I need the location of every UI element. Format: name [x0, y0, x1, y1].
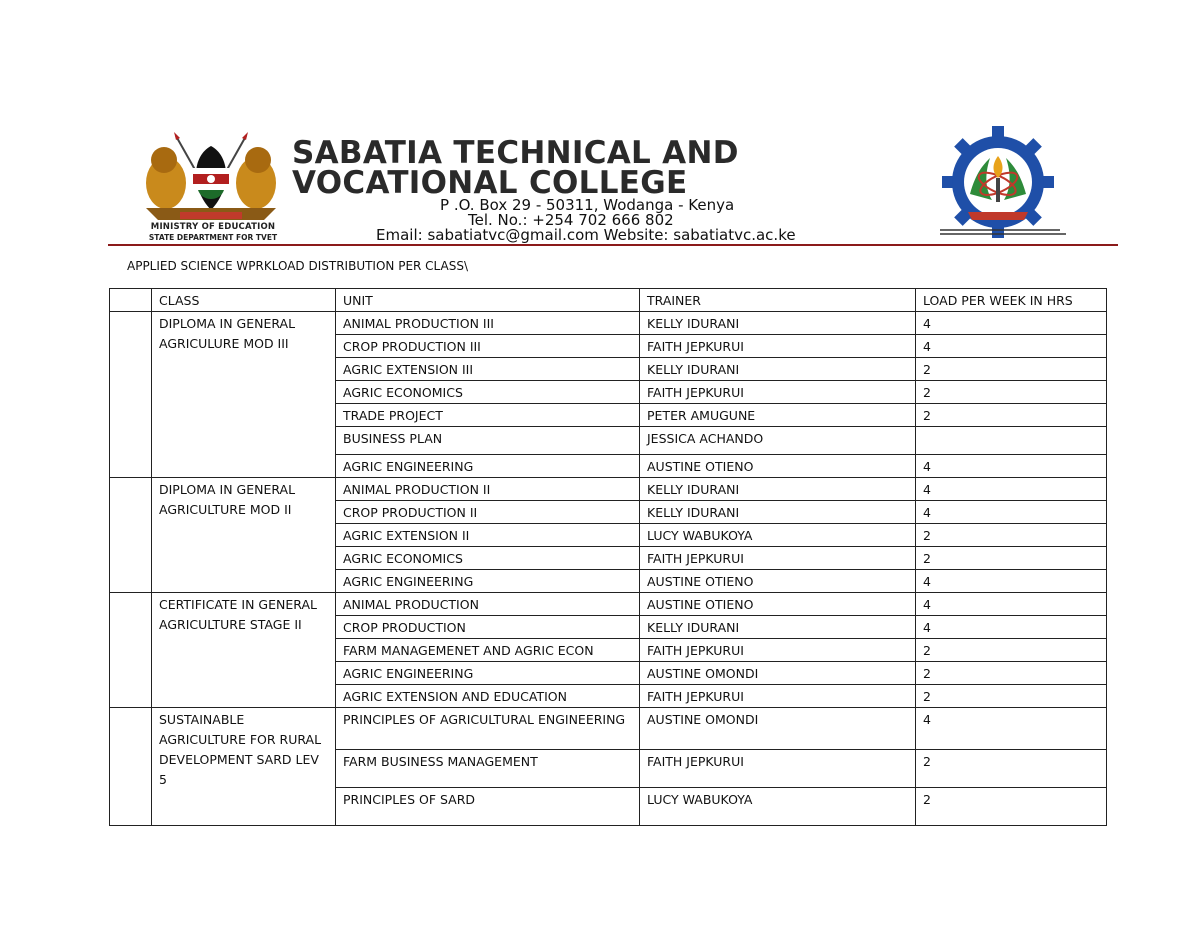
unit-cell: AGRIC ECONOMICS: [336, 547, 640, 570]
table-row: [110, 708, 1107, 750]
unit-cell: AGRIC ECONOMICS: [336, 381, 640, 404]
table-row: [110, 593, 1107, 616]
college-name-line2: VOCATIONAL COLLEGE: [292, 165, 688, 201]
unit-cell: PRINCIPLES OF SARD: [336, 788, 640, 826]
load-cell: 4: [916, 335, 1107, 358]
unit-cell: PRINCIPLES OF AGRICULTURAL ENGINEERING: [336, 708, 640, 750]
trainer-cell: KELLY IDURANI: [640, 312, 916, 335]
workload-table: [109, 288, 1107, 826]
trainer-cell: AUSTINE OMONDI: [640, 662, 916, 685]
load-cell: 4: [916, 593, 1107, 616]
row-index-cell: [110, 708, 152, 826]
class-cell: DIPLOMA IN GENERAL AGRICULURE MOD III: [152, 312, 336, 478]
trainer-cell: PETER AMUGUNE: [640, 404, 916, 427]
load-cell: 2: [916, 404, 1107, 427]
trainer-cell: AUSTINE OTIENO: [640, 593, 916, 616]
row-index-cell: [110, 478, 152, 593]
trainer-cell: AUSTINE OTIENO: [640, 455, 916, 478]
load-cell: 2: [916, 358, 1107, 381]
college-name: [292, 135, 739, 201]
table-row: [110, 478, 1107, 501]
trainer-cell: FAITH JEPKURUI: [640, 547, 916, 570]
unit-cell: AGRIC ENGINEERING: [336, 570, 640, 593]
load-cell: 2: [916, 524, 1107, 547]
trainer-cell: AUSTINE OMONDI: [640, 708, 916, 750]
unit-cell: CROP PRODUCTION: [336, 616, 640, 639]
load-cell: 4: [916, 312, 1107, 335]
trainer-cell: FAITH JEPKURUI: [640, 335, 916, 358]
coat-of-arms: [128, 128, 288, 244]
class-cell: DIPLOMA IN GENERAL AGRICULTURE MOD II: [152, 478, 336, 593]
load-cell: 4: [916, 570, 1107, 593]
ministry-line: MINISTRY OF EDUCATION: [150, 222, 276, 232]
trainer-cell: KELLY IDURANI: [640, 358, 916, 381]
unit-cell: AGRIC EXTENSION III: [336, 358, 640, 381]
unit-cell: AGRIC EXTENSION AND EDUCATION: [336, 685, 640, 708]
department-line: STATE DEPARTMENT FOR TVET: [148, 233, 278, 242]
table-header-row: [110, 289, 1107, 312]
header-load: LOAD PER WEEK IN HRS: [916, 289, 1107, 312]
load-cell: 2: [916, 381, 1107, 404]
contact-line: Email: sabatiatvc@gmail.com Website: sabatiatvc.ac.ke: [376, 226, 796, 244]
unit-cell: ANIMAL PRODUCTION II: [336, 478, 640, 501]
college-logo: [940, 126, 1072, 246]
class-cell: CERTIFICATE IN GENERAL AGRICULTURE STAGE II: [152, 593, 336, 708]
trainer-cell: FAITH JEPKURUI: [640, 639, 916, 662]
table-row: [110, 312, 1107, 335]
header-blank: [110, 289, 152, 312]
unit-cell: CROP PRODUCTION II: [336, 501, 640, 524]
unit-cell: FARM MANAGEMENET AND AGRIC ECON: [336, 639, 640, 662]
load-cell: 4: [916, 616, 1107, 639]
trainer-cell: KELLY IDURANI: [640, 501, 916, 524]
unit-cell: AGRIC EXTENSION II: [336, 524, 640, 547]
class-cell: SUSTAINABLE AGRICULTURE FOR RURAL DEVELOPMENT SARD LEV 5: [152, 708, 336, 826]
trainer-cell: LUCY WABUKOYA: [640, 788, 916, 826]
load-cell: 2: [916, 639, 1107, 662]
trainer-cell: FAITH JEPKURUI: [640, 685, 916, 708]
row-index-cell: [110, 593, 152, 708]
telephone-line: Tel. No.: +254 702 666 802: [468, 211, 674, 229]
document-title: APPLIED SCIENCE WPRKLOAD DISTRIBUTION PER CLASS\: [127, 259, 468, 273]
load-cell: 2: [916, 662, 1107, 685]
trainer-cell: FAITH JEPKURUI: [640, 750, 916, 788]
unit-cell: AGRIC ENGINEERING: [336, 662, 640, 685]
college-logo-icon: [940, 126, 1072, 242]
trainer-cell: KELLY IDURANI: [640, 478, 916, 501]
unit-cell: TRADE PROJECT: [336, 404, 640, 427]
unit-cell: ANIMAL PRODUCTION: [336, 593, 640, 616]
address-line: P .O. Box 29 - 50311, Wodanga - Kenya: [440, 196, 735, 214]
load-cell: 4: [916, 455, 1107, 478]
header-class: CLASS: [152, 289, 336, 312]
row-index-cell: [110, 312, 152, 478]
trainer-cell: AUSTINE OTIENO: [640, 570, 916, 593]
load-cell: 2: [916, 750, 1107, 788]
letterhead-divider: [108, 244, 1118, 246]
load-cell: [916, 427, 1107, 455]
unit-cell: AGRIC ENGINEERING: [336, 455, 640, 478]
header-trainer: TRAINER: [640, 289, 916, 312]
coat-of-arms-icon: [136, 128, 286, 223]
unit-cell: CROP PRODUCTION III: [336, 335, 640, 358]
unit-cell: ANIMAL PRODUCTION III: [336, 312, 640, 335]
header-unit: UNIT: [336, 289, 640, 312]
unit-cell: BUSINESS PLAN: [336, 427, 640, 455]
load-cell: 4: [916, 478, 1107, 501]
load-cell: 4: [916, 708, 1107, 750]
load-cell: 4: [916, 501, 1107, 524]
trainer-cell: FAITH JEPKURUI: [640, 381, 916, 404]
trainer-cell: JESSICA ACHANDO: [640, 427, 916, 455]
college-name-line1: SABATIA TECHNICAL AND: [292, 135, 739, 171]
trainer-cell: KELLY IDURANI: [640, 616, 916, 639]
load-cell: 2: [916, 685, 1107, 708]
load-cell: 2: [916, 547, 1107, 570]
trainer-cell: LUCY WABUKOYA: [640, 524, 916, 547]
load-cell: 2: [916, 788, 1107, 826]
unit-cell: FARM BUSINESS MANAGEMENT: [336, 750, 640, 788]
